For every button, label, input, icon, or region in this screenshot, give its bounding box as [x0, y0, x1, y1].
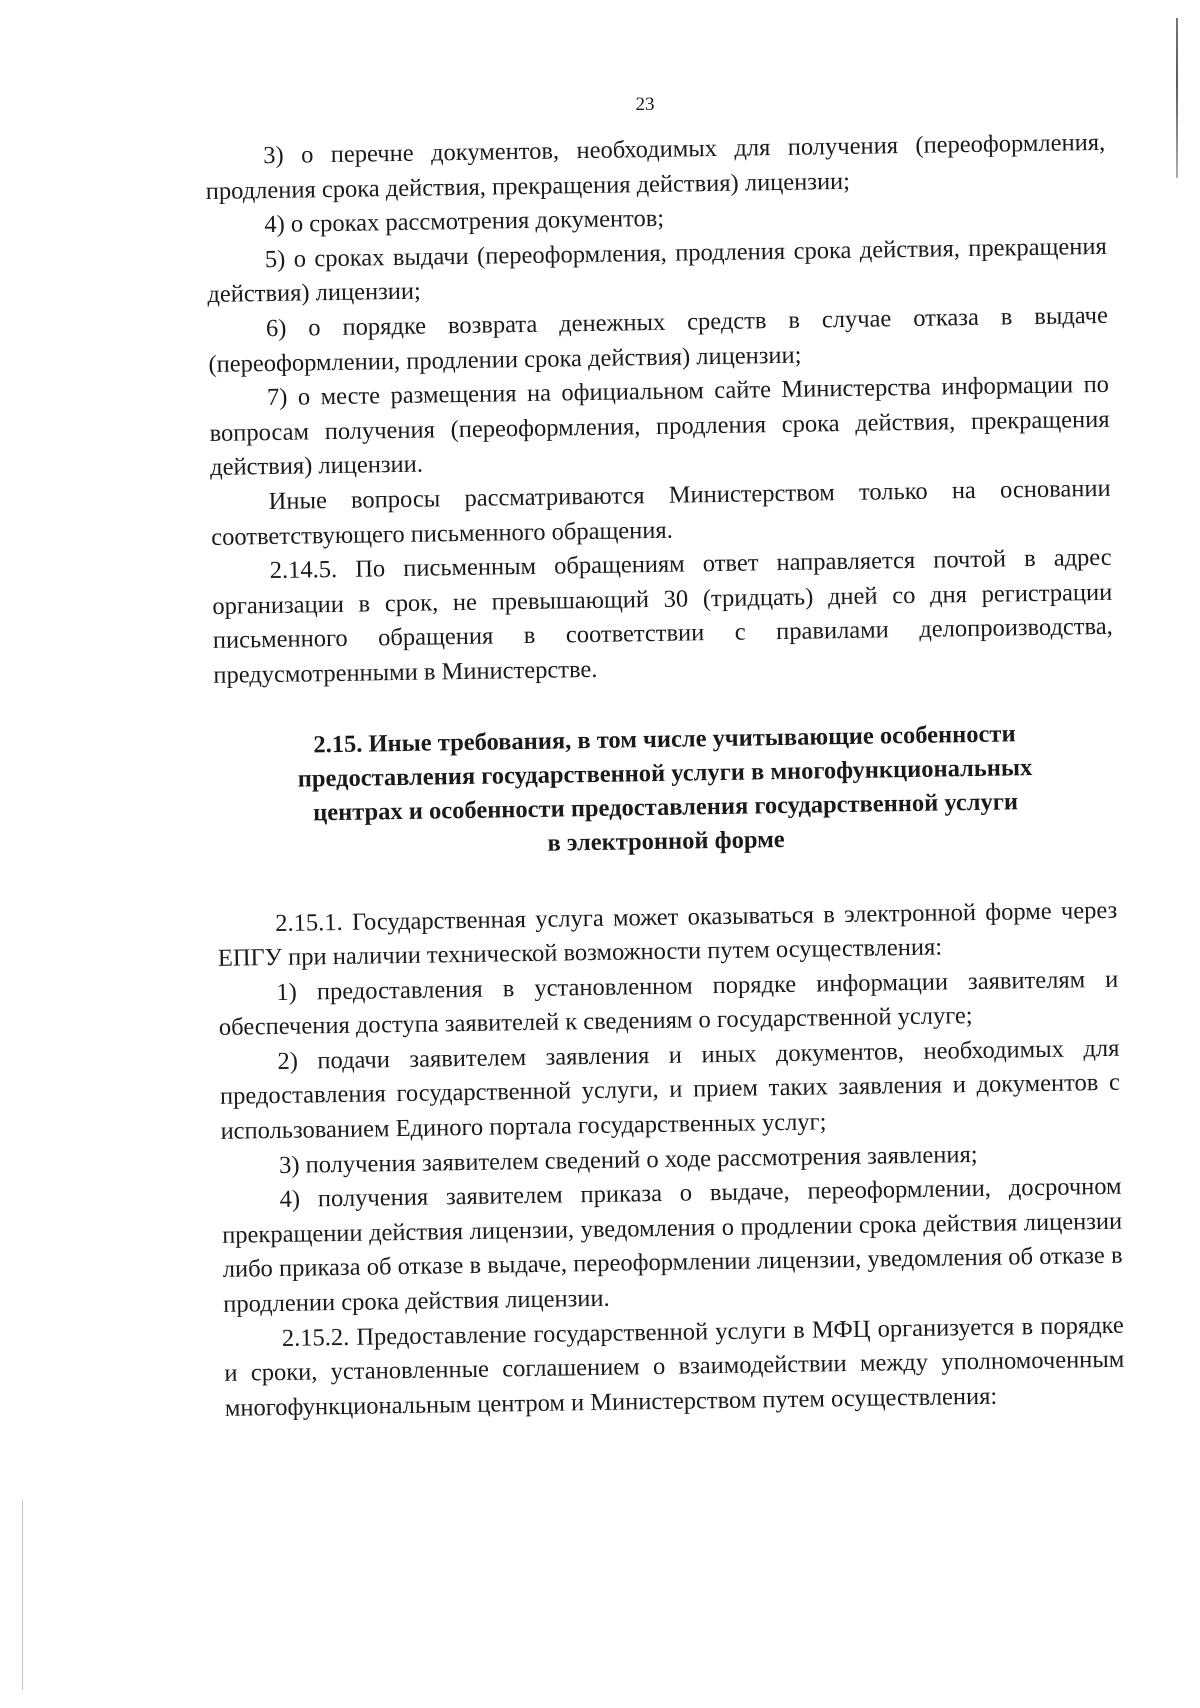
- list-item-4: 4) о сроках рассмотрения документов;: [264, 204, 665, 239]
- heading-line: предоставления государственной услуги в многофункциональных: [297, 753, 1033, 793]
- list-item-7: 7) о месте размещения на официальном сайте Министерства информации по вопросам получения (переоформления, продления срока действия, прекращения действия) лицензии.: [209, 370, 1110, 482]
- paragraph-other-questions: Иные вопросы рассматриваются Министерством только на основании соответствующего письменного обращения.: [211, 474, 1111, 551]
- paragraph-2-14-5: 2.14.5. По письменным обращениям ответ направляется почтой в адрес организации в срок, не превышающий 30 (тридцать) дней со дня регистрации письменного обращения в соответствии с правилами делопроизводства, предусмотренными в Министерстве.: [212, 543, 1113, 689]
- list-item-2: 2) подачи заявителем заявления и иных документов, необходимых для предоставления государственной услуги, и прием таких заявления и документов с использованием Единого портала государственных услуг;: [219, 1034, 1121, 1145]
- list-item-6: 6) о порядке возврата денежных средств в случае отказа в выдаче (переоформлении, продлении срока действия) лицензии;: [208, 301, 1109, 378]
- paragraph-2-15-2: 2.15.2. Предоставление государственной услуги в МФЦ организуется в порядке и сроки, установленные соглашением о взаимодействии между уполномоченным многофункциональным центром и Министерством путем осуществления:: [224, 1311, 1125, 1422]
- heading-line: центрах и особенности предоставления государственной услуги: [312, 787, 1019, 826]
- list-item-5: 5) о сроках выдачи (переоформления, продления срока действия, прекращения действия) лицензии;: [207, 232, 1107, 309]
- list-item-4-bottom: 4) получения заявителем приказа о выдаче, переоформлении, досрочном прекращении действия лицензии, уведомления о продлении срока действия лицензии либо приказа об отказе в выдаче, переоформлении лицензии, уведомления об отказе в продлении срока действия лицензии.: [221, 1172, 1123, 1318]
- scan-edge-left: [22, 1500, 23, 1690]
- document-body: [205, 126, 1125, 1426]
- heading-line: 2.15. Иные требования, в том числе учитывающие особенности: [313, 719, 1016, 758]
- list-item-1: 1) предоставления в установленном порядке информации заявителям и обеспечения доступа заявителей к сведениям о государственной услуге;: [218, 965, 1119, 1042]
- paragraph-2-15-1: 2.15.1. Государственная услуга может оказываться в электронной форме через ЕПГУ при наличии технической возможности путем осуществления:: [217, 896, 1118, 972]
- page-number: 23: [635, 94, 655, 115]
- heading-line: в электронной форме: [547, 825, 785, 857]
- list-item-3: 3) о перечне документов, необходимых для получения (переоформления, продления срока действия, прекращения действия) лицензии;: [205, 128, 1106, 205]
- list-item-3-bottom: 3) получения заявителем сведений о ходе рассмотрения заявления;: [278, 1140, 978, 1179]
- section-heading-2-15: [214, 715, 1116, 865]
